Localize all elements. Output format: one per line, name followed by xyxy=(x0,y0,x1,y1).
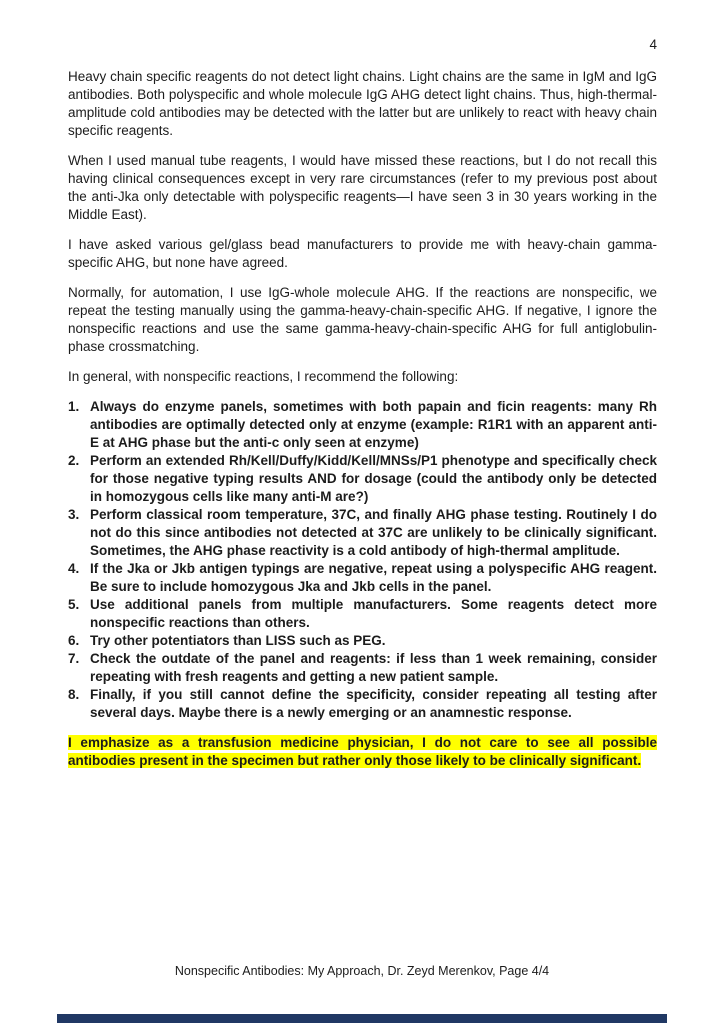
list-item-number: 5. xyxy=(68,597,80,612)
recommendations-list xyxy=(68,398,657,722)
list-item xyxy=(68,596,657,632)
list-item-text: Use additional panels from multiple manufacturers. Some reagents detect more nonspecific reactions than others. xyxy=(90,597,657,630)
page-content xyxy=(68,36,657,770)
list-item xyxy=(68,560,657,596)
paragraph-recommend-intro: In general, with nonspecific reactions, I recommend the following: xyxy=(68,369,459,384)
list-item-text: Try other potentiators than LISS such as PEG. xyxy=(90,633,386,648)
paragraph-manual-tube: When I used manual tube reagents, I would have missed these reactions, but I do not recall this having clinical consequences except in very rare circumstances (refer to my previous post about the anti-Jka only detectable with polyspecific reagents—I have seen 3 in 30 years working in the Middle East). xyxy=(68,153,657,222)
footer-text: Nonspecific Antibodies: My Approach, Dr. Zeyd Merenkov, Page 4/4 xyxy=(174,964,550,978)
paragraph-manufacturers: I have asked various gel/glass bead manufacturers to provide me with heavy-chain gamma-specific AHG, but none have agreed. xyxy=(68,237,657,270)
list-item xyxy=(68,650,657,686)
list-item-number: 1. xyxy=(68,399,80,414)
highlight-text: I emphasize as a transfusion medicine physician, I do not care to see all possible antibodies present in the specimen but rather only those likely to be clinically significant. xyxy=(68,735,657,768)
paragraph-heavy-chain: Heavy chain specific reagents do not detect light chains. Light chains are the same in IgM and IgG antibodies. Both polyspecific and whole molecule IgG AHG detect light chains. Thus, high-thermal-amplitude cold antibodies may be detected with the latter but are unlikely to react with heavy chain specific reagents. xyxy=(68,69,657,138)
list-item xyxy=(68,452,657,506)
list-item-text: Perform classical room temperature, 37C, and finally AHG phase testing. Routinely I do not do this since antibodies not detected at 37C are unlikely to be clinically significant. Sometimes, the AHG phase reactivity is a cold antibody of high-thermal amplitude. xyxy=(90,507,657,558)
list-item xyxy=(68,398,657,452)
highlighted-paragraph xyxy=(68,734,657,770)
list-item-number: 6. xyxy=(68,633,80,648)
list-item xyxy=(68,686,657,722)
list-item-number: 3. xyxy=(68,507,80,522)
list-item-text: Finally, if you still cannot define the specificity, consider repeating all testing after several days. Maybe there is a newly emerging or an anamnestic response. xyxy=(90,687,657,720)
list-item xyxy=(68,506,657,560)
list-item-text: If the Jka or Jkb antigen typings are negative, repeat using a polyspecific AHG reagent. Be sure to include homozygous Jka and Jkb cells in the panel. xyxy=(90,561,657,594)
list-item-text: Perform an extended Rh/Kell/Duffy/Kidd/Kell/MNSs/P1 phenotype and specifically check for those negative typing results AND for dosage (could the antibody only be detected in homozygous cells like many anti-M are?) xyxy=(90,453,657,504)
paragraph-automation: Normally, for automation, I use IgG-whole molecule AHG. If the reactions are nonspecific, we repeat the testing manually using the gamma-heavy-chain-specific AHG. If negative, I ignore the nonspecific reactions and use the same gamma-heavy-chain-specific AHG for full antiglobulin-phase crossmatching. xyxy=(68,285,657,354)
list-item-number: 4. xyxy=(68,561,80,576)
list-item-text: Check the outdate of the panel and reagents: if less than 1 week remaining, consider repeating with fresh reagents and getting a new patient sample. xyxy=(90,651,657,684)
list-item-number: 7. xyxy=(68,651,80,666)
list-item-number: 2. xyxy=(68,453,80,468)
list-item-number: 8. xyxy=(68,687,80,702)
page-number: 4 xyxy=(649,37,657,52)
list-item xyxy=(68,632,657,650)
bottom-bar xyxy=(57,1014,667,1023)
list-item-text: Always do enzyme panels, sometimes with both papain and ficin reagents: many Rh antibodies are optimally detected only at enzyme (example: R1R1 with an apparent anti-E at AHG phase but the anti-c only seen at enzyme) xyxy=(90,399,657,450)
